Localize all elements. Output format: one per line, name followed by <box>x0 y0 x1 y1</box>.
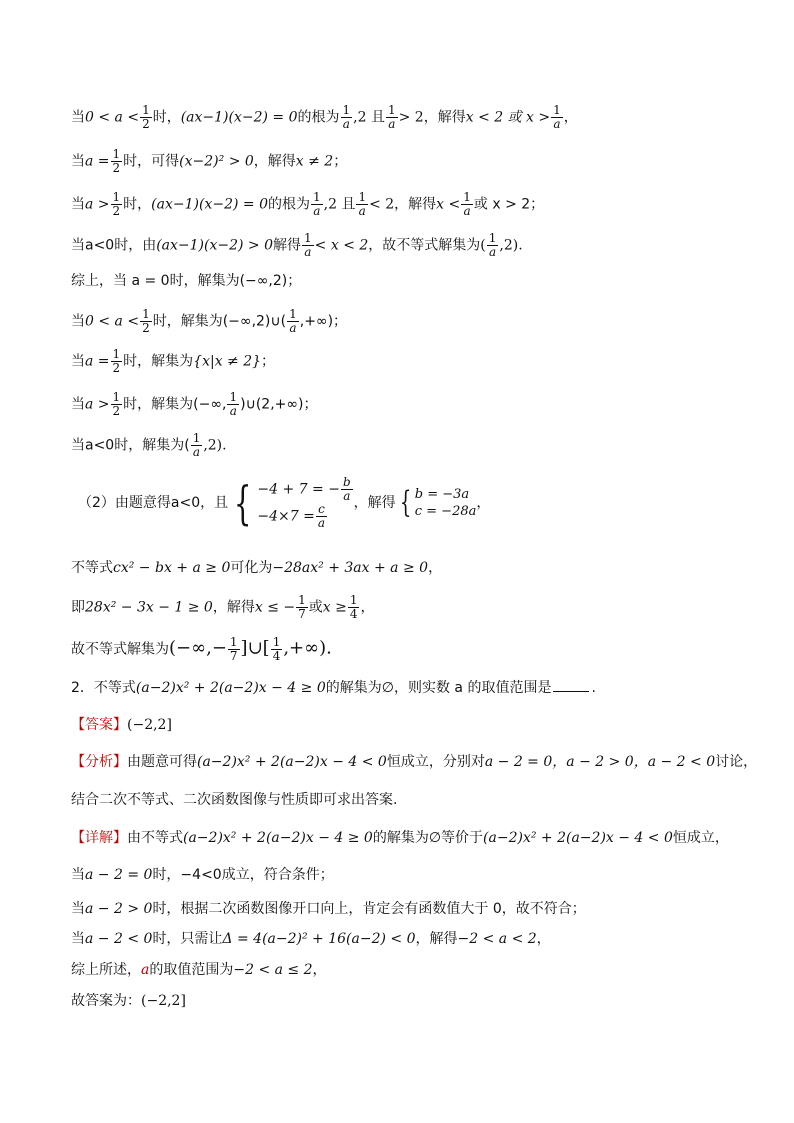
text: 恒成立，分别对 <box>386 754 485 770</box>
fraction: $\frac{1}{2}$ <box>112 347 121 375</box>
math: −28ax² + 3ax + a ≥ 0 <box>272 560 429 576</box>
text: ,2 且 <box>353 109 385 126</box>
fraction: $\frac{1}{a}$ <box>358 190 367 218</box>
math: x < <box>436 196 461 213</box>
math: a − 2 = 0 <box>85 867 153 883</box>
text: 讨论， <box>715 754 758 770</box>
case-line-4 <box>71 232 523 259</box>
summary-line-2 <box>71 308 347 335</box>
detail-summary <box>71 960 327 980</box>
text: 解得 <box>273 237 302 254</box>
answer-blank <box>553 679 589 692</box>
analysis-tag: 【分析】 <box>71 754 127 770</box>
text: ，解得 <box>423 109 466 126</box>
math: a > <box>85 196 110 213</box>
text: 综上，当 a = 0时，解集为(−∞,2)； <box>71 273 302 289</box>
text: 的取值范围为 <box>149 962 234 978</box>
math: 28x² − 3x − 1 ≥ 0 <box>85 599 213 616</box>
text: 的解集为∅等价于 <box>372 830 484 846</box>
math: > 2 <box>398 109 424 126</box>
left-brace: { <box>399 485 411 520</box>
math: 0 < a < <box>85 313 140 330</box>
math: (ax−1)(x−2) = 0 <box>151 196 268 213</box>
text: 当 <box>71 353 85 370</box>
text: 的根为 <box>297 109 340 126</box>
text: ，解得 <box>415 931 458 947</box>
fraction: $\frac{1}{2}$ <box>112 390 121 418</box>
text: 恒成立， <box>672 830 729 846</box>
text: ， <box>476 495 491 511</box>
text: 当 <box>71 313 85 330</box>
fraction: $\frac{1}{a}$ <box>342 103 351 131</box>
text: 不等式 <box>71 560 113 576</box>
fraction: $\frac{1}{a}$ <box>312 190 321 218</box>
text: ,+∞)； <box>299 313 348 330</box>
question-2 <box>71 678 596 698</box>
fraction: $\frac{1}{a}$ <box>488 231 497 259</box>
math: (−∞,− <box>169 637 227 659</box>
text: 由题意可得 <box>127 754 197 770</box>
text: ， <box>563 109 578 126</box>
text: 当 <box>71 109 85 126</box>
text: )∪(2,+∞)； <box>240 396 318 413</box>
text: 时，解集为(−∞,2)∪( <box>152 313 287 330</box>
summary-line-3 <box>71 348 275 375</box>
detail-line <box>71 828 729 848</box>
text: ，故不等式解集为 <box>368 237 481 254</box>
math: Δ = 4(a−2)² + 16(a−2) < 0 <box>222 931 416 947</box>
text: 即 <box>71 599 85 616</box>
case-line-2 <box>71 148 347 175</box>
text: 结合二次不等式、二次函数图像与性质即可求出答案. <box>71 792 398 808</box>
math: ,2). <box>203 437 227 454</box>
text: 综上所述， <box>71 962 141 978</box>
text: 当 <box>71 931 85 947</box>
text: 当 <box>71 196 85 213</box>
math: ,2). <box>499 237 523 254</box>
analysis-line <box>71 752 757 772</box>
text: 时，解集为(−∞, <box>123 396 227 413</box>
text: 2．不等式 <box>71 680 136 696</box>
math: cx² − bx + a ≥ 0 <box>113 560 231 576</box>
math: x ≥ <box>322 599 347 616</box>
text: 的根为 <box>267 196 310 213</box>
equation-system: −4 + 7 = − $\frac{b}{a}$ −4×7 = $\frac{c}{a}$ <box>257 475 351 530</box>
text: 时，可得 <box>123 153 180 170</box>
math: a = <box>85 353 110 370</box>
math: a > <box>85 396 110 413</box>
math: (a−2)x² + 2(a−2)x − 4 < 0 <box>197 754 387 770</box>
text: ,2 且 <box>323 196 356 213</box>
case-line-3 <box>71 191 544 218</box>
text: 时，只需让 <box>152 931 223 947</box>
math: (ax−1)(x−2) = 0 <box>180 109 298 126</box>
math: (a−2)x² + 2(a−2)x − 4 ≥ 0 <box>135 680 326 696</box>
math: ( <box>480 237 486 254</box>
text: ， <box>536 931 551 947</box>
fraction: $\frac{1}{2}$ <box>142 307 150 335</box>
math: −2 < a < 2 <box>457 931 537 947</box>
text: 时， <box>123 196 152 213</box>
summary-line-5 <box>71 432 227 459</box>
detail-case-2 <box>71 899 586 919</box>
text: 当 <box>71 153 85 170</box>
final-answer-line <box>71 991 186 1011</box>
math: −2 < a ≤ 2 <box>233 962 313 978</box>
fraction: $\frac{1}{2}$ <box>112 147 121 175</box>
math: (−2,2] <box>127 717 172 733</box>
text: ，解得 <box>253 153 296 170</box>
text: 当 <box>71 396 85 413</box>
math: x < 2 或 x > <box>465 109 551 126</box>
text: ，解得 <box>212 599 255 616</box>
math: ,+∞). <box>283 637 332 659</box>
math: 0 < a < <box>85 109 140 126</box>
summary-line <box>71 271 301 291</box>
text: 故不等式解集为 <box>71 641 169 658</box>
text: 当a<0时，由 <box>71 237 157 254</box>
text: 故答案为： <box>71 993 141 1009</box>
solution-system: b = −3a c = −28a <box>414 487 477 519</box>
fraction: $\frac{1}{7}$ <box>298 593 306 621</box>
solution-set-line <box>71 636 332 663</box>
fraction: $\frac{1}{a}$ <box>304 231 312 259</box>
analysis-line-2 <box>71 790 397 810</box>
text: 可化为 <box>230 560 273 576</box>
math: (−2,2] <box>141 993 186 1009</box>
math: a − 2 < 0 <box>85 931 153 947</box>
text: 或 <box>308 599 323 616</box>
case-line-1 <box>71 104 578 131</box>
summary-line-4 <box>71 391 318 418</box>
text: 的解集为∅，则实数 a 的取值范围是 <box>325 680 552 696</box>
answer-tag: 【答案】 <box>71 717 127 733</box>
fraction: $\frac{1}{4}$ <box>272 635 281 663</box>
fraction: $\frac{1}{4}$ <box>349 593 358 621</box>
fraction: $\frac{1}{2}$ <box>142 103 150 131</box>
math: (x−2)² > 0 <box>179 153 254 170</box>
text: 或 x > 2； <box>473 196 545 213</box>
fraction: $\frac{1}{a}$ <box>289 307 297 335</box>
text: ； <box>333 153 348 170</box>
math: x ≠ 2 <box>295 153 334 170</box>
solve-line <box>71 594 374 621</box>
text: ， <box>428 560 443 576</box>
math: a <box>141 962 150 978</box>
math: {x|x ≠ 2} <box>193 353 262 370</box>
math: (a−2)x² + 2(a−2)x − 4 ≥ 0 <box>183 830 373 846</box>
text: . <box>591 680 596 696</box>
text: （2）由题意得a<0，且 <box>78 495 229 511</box>
fraction: $\frac{1}{a}$ <box>387 103 396 131</box>
text: ，解得 <box>353 495 396 511</box>
math: (ax−1)(x−2) > 0 <box>156 237 274 254</box>
math: a − 2 = 0，a − 2 > 0，a − 2 < 0 <box>484 754 716 770</box>
text: ，解得 <box>394 196 437 213</box>
text: 时，解集为 <box>123 353 194 370</box>
text: 时， <box>152 109 181 126</box>
inequality-line <box>71 558 442 578</box>
text: ； <box>261 353 276 370</box>
fraction: $\frac{1}{a}$ <box>463 190 471 218</box>
fraction: $\frac{1}{a}$ <box>229 390 238 418</box>
text: ， <box>360 599 375 616</box>
detail-case-1 <box>71 865 334 885</box>
text: 当 <box>71 901 85 917</box>
detail-tag: 【详解】 <box>71 830 127 846</box>
fraction: $\frac{1}{a}$ <box>553 103 561 131</box>
math: < x < 2 <box>314 237 369 254</box>
math: a − 2 > 0 <box>85 901 153 917</box>
text: 时，根据二次函数图像开口向上，肯定会有函数值大于 0，故不符合； <box>152 901 586 917</box>
text: 当a<0时，解集为( <box>71 437 190 454</box>
text: 时，−4<0成立，符合条件； <box>152 867 334 883</box>
fraction: $\frac{1}{7}$ <box>229 635 238 663</box>
math: ]∪[ <box>240 637 270 659</box>
text: 当 <box>71 867 85 883</box>
answer-line <box>71 715 172 735</box>
math: x ≤ − <box>254 599 296 616</box>
left-brace: { <box>233 476 252 530</box>
fraction: $\frac{1}{a}$ <box>192 431 201 459</box>
fraction: $\frac{1}{2}$ <box>112 190 121 218</box>
math: a = <box>85 153 110 170</box>
math: (a−2)x² + 2(a−2)x − 4 < 0 <box>483 830 673 846</box>
text: ， <box>312 962 327 978</box>
detail-case-3 <box>71 929 551 949</box>
text: 由不等式 <box>127 830 183 846</box>
math: < 2 <box>369 196 395 213</box>
part2-line <box>78 476 490 530</box>
